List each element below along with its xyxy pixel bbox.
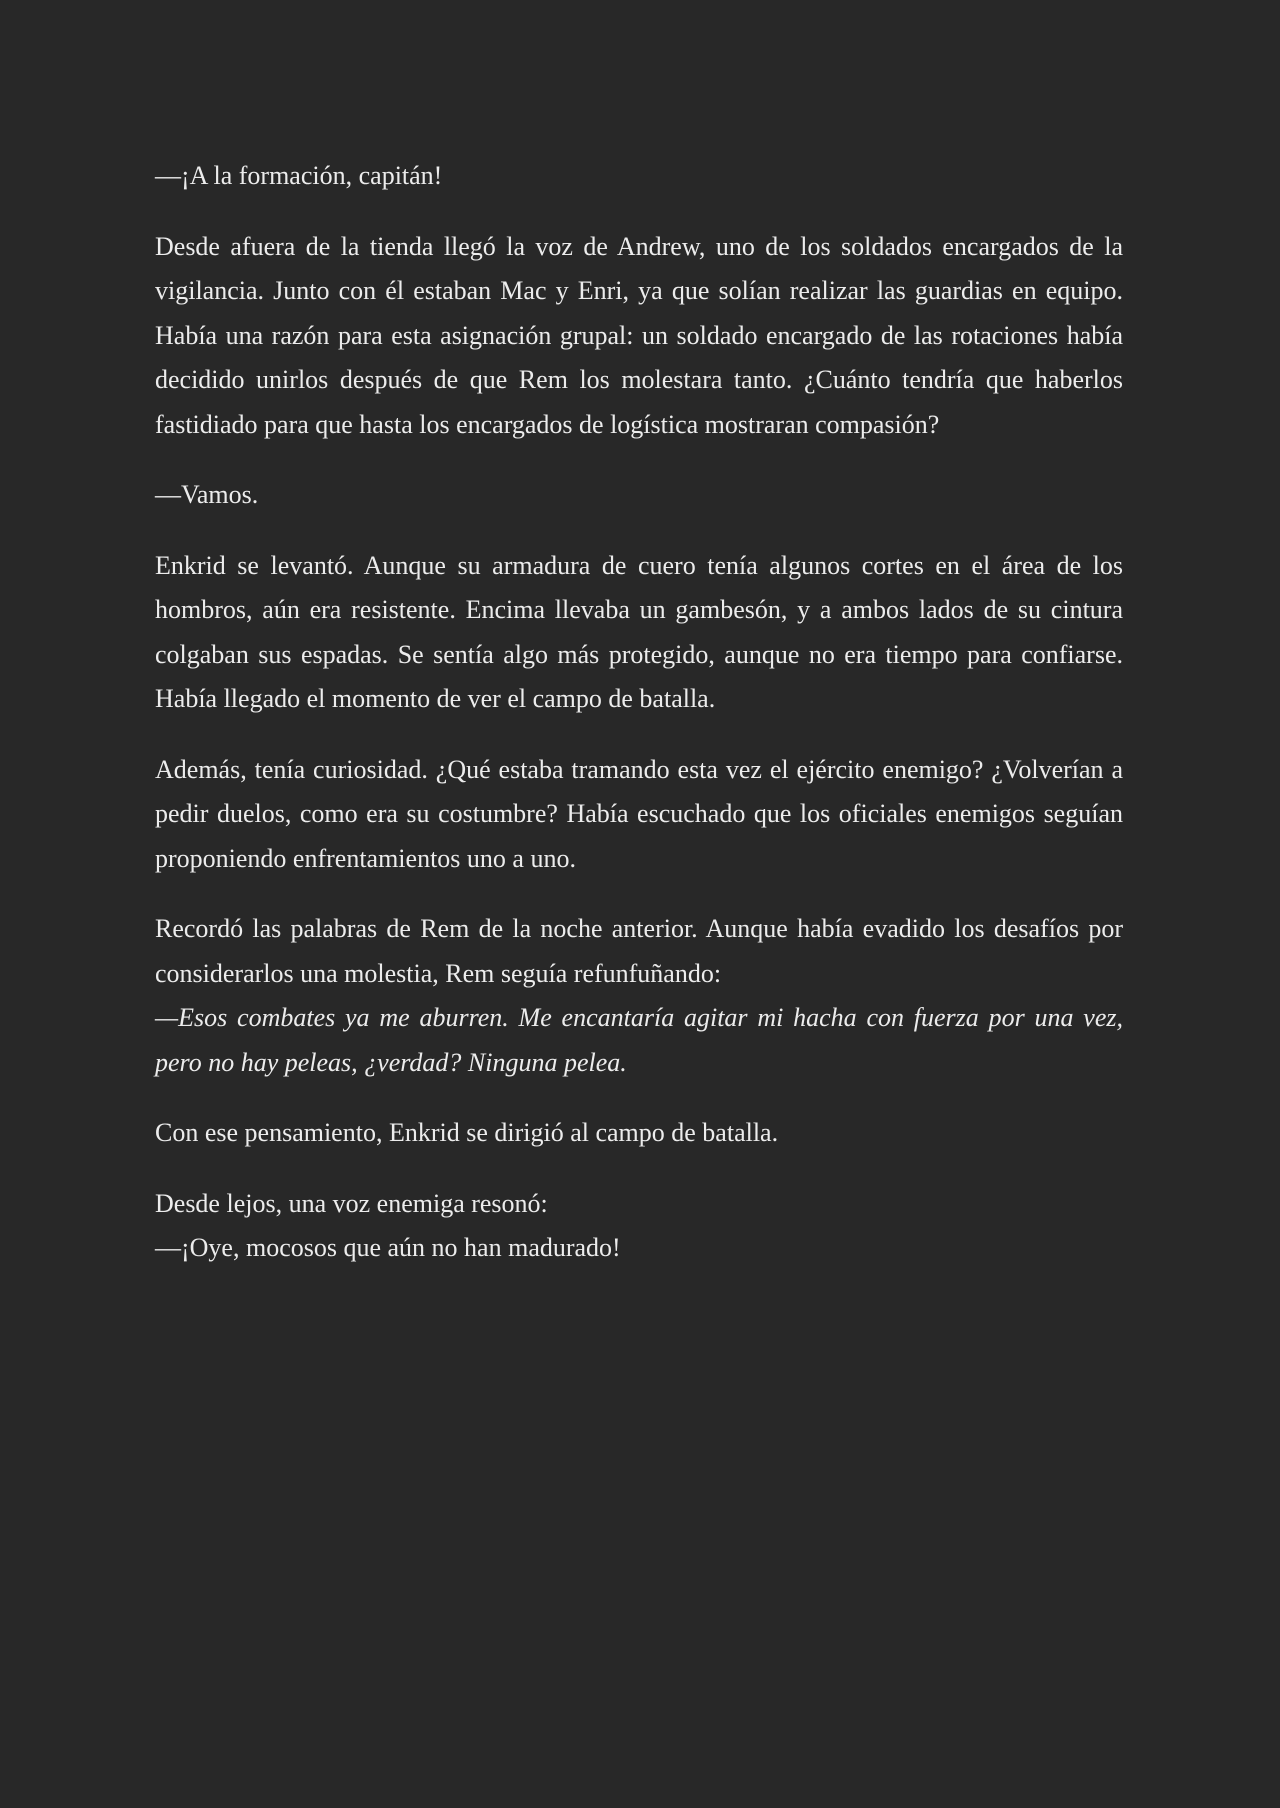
paragraph-rem-quote: —Esos combates ya me aburren. Me encantaría agitar mi hacha con fuerza por una vez, pero no hay peleas, ¿verdad? Ninguna pelea. [155, 1003, 1123, 1077]
paragraph-enemy-voice: Desde lejos, una voz enemiga resonó: [155, 1188, 548, 1218]
chapter-text [155, 154, 1123, 1297]
paragraph-dialogue-vamos: —Vamos. [155, 480, 259, 509]
paragraph-battlefield: Con ese pensamiento, Enkrid se dirigió al campo de batalla. [155, 1118, 779, 1147]
paragraph-dialogue-formation: —¡A la formación, capitán! [155, 161, 443, 190]
paragraph-enkrid-armor: Enkrid se levantó. Aunque su armadura de cuero tenía algunos cortes en el área de los hombros, aún era resistente. Encima llevaba un gambesón, y a ambos lados de su cintura colgaban sus espadas. Se sentía algo más protegido, aunque no era tiempo para confiarse. Había llegado el momento de ver el campo de batalla. [155, 550, 1123, 713]
paragraph-curiosity: Además, tenía curiosidad. ¿Qué estaba tramando esta vez el ejército enemigo? ¿Volverían a pedir duelos, como era su costumbre? Había escuchado que los oficiales enemigos seguían proponiendo enfrentamientos uno a uno. [155, 754, 1123, 873]
paragraph-andrew-voice: Desde afuera de la tienda llegó la voz de Andrew, uno de los soldados encargados de la vigilancia. Junto con él estaban Mac y Enri, ya que solían realizar las guardias en equipo. Había una razón para esta asignación grupal: un soldado encargado de las rotaciones había decidido unirlos después de que Rem los molestara tanto. ¿Cuánto tendría que haberlos fastidiado para que hasta los encargados de logística mostraran compasión? [155, 231, 1123, 439]
paragraph-rem-words: Recordó las palabras de Rem de la noche anterior. Aunque había evadido los desafíos por considerarlos una molestia, Rem seguía refunfuñando: [155, 914, 1123, 988]
paragraph-dialogue-enemy: —¡Oye, mocosos que aún no han madurado! [155, 1233, 621, 1262]
